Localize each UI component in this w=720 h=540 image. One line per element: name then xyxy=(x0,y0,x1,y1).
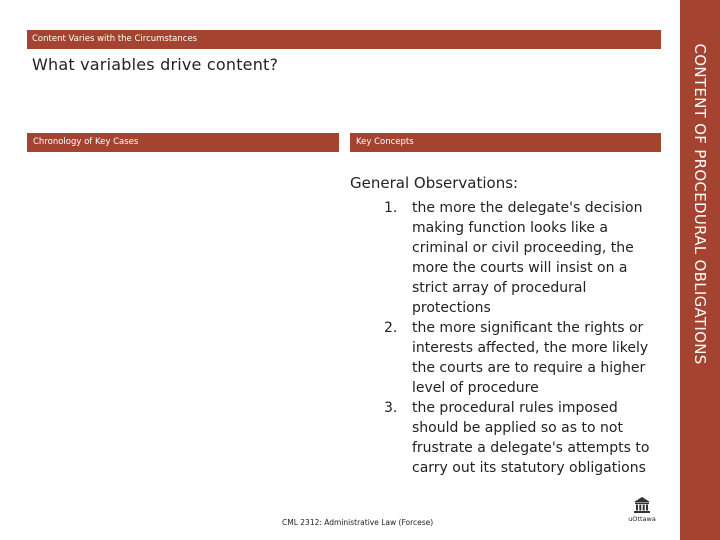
list-item-number: 1. xyxy=(384,200,398,216)
section-title: Content Varies with the Circumstances xyxy=(32,34,198,44)
list-item-text: the procedural rules imposed should be applied so as to not frustrate a delegate's attempts to carry out its statutory obligations xyxy=(412,400,650,476)
list-item xyxy=(384,198,664,318)
observations-list xyxy=(384,198,664,478)
slide-question: What variables drive content? xyxy=(32,55,279,74)
list-item-text: the more the delegate's decision making function looks like a criminal or civil proceeding, the more the courts will insist on a strict array of procedural protections xyxy=(412,200,643,316)
section-title-bar xyxy=(27,30,661,49)
list-item xyxy=(384,398,664,478)
left-column-header-label: Chronology of Key Cases xyxy=(33,137,139,147)
list-item xyxy=(384,318,664,398)
university-building-icon xyxy=(633,496,651,514)
uottawa-logo xyxy=(624,496,660,523)
list-item-number: 3. xyxy=(384,400,398,416)
observations-title: General Observations: xyxy=(350,174,519,192)
right-column-header-label: Key Concepts xyxy=(356,137,414,147)
logo-label: uOttawa xyxy=(628,515,656,523)
right-column-header xyxy=(350,133,661,152)
side-title: CONTENT OF PROCEDURAL OBLIGATIONS xyxy=(691,43,709,365)
footer-text: CML 2312: Administrative Law (Forcese) xyxy=(282,518,434,527)
list-item-number: 2. xyxy=(384,320,398,336)
left-column-header xyxy=(27,133,339,152)
list-item-text: the more significant the rights or interests affected, the more likely the courts are to require a higher level of procedure xyxy=(412,320,649,396)
